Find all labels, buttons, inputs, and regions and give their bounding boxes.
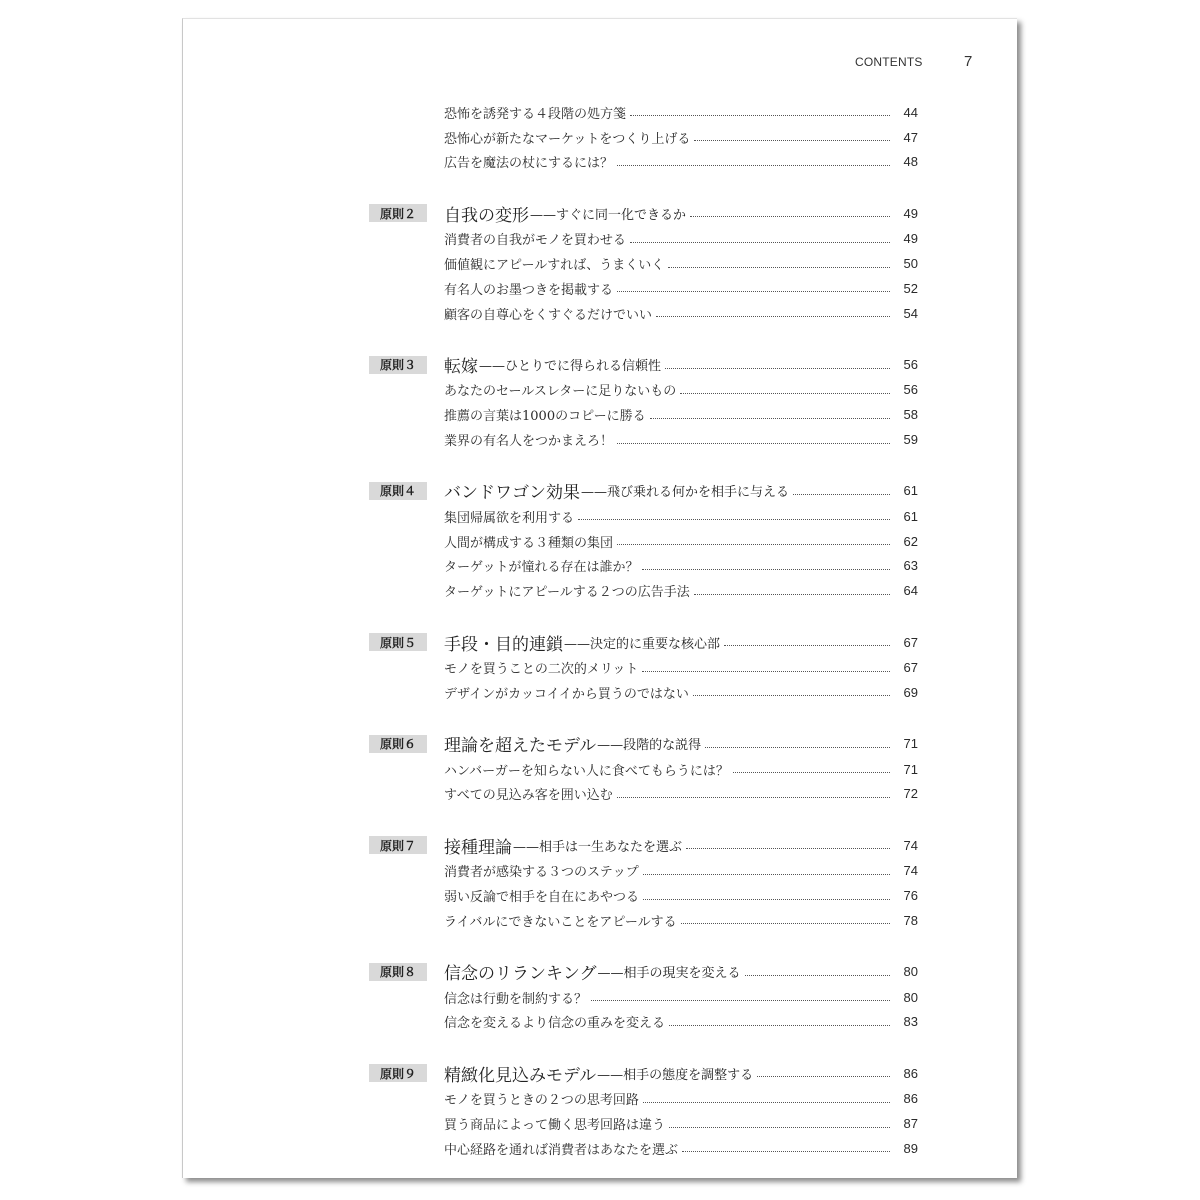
- entry-page-number: 47: [903, 129, 918, 145]
- toc-entry[interactable]: [183, 1111, 918, 1136]
- entry-title: 恐怖心が新たなマーケットをつくり上げる: [444, 131, 691, 147]
- principle-badge: 原則５: [369, 633, 427, 651]
- dot-leader: [705, 746, 890, 748]
- dot-leader: [591, 999, 890, 1001]
- chapter-heading[interactable]: [183, 200, 918, 226]
- entry-page-number: 44: [903, 104, 918, 120]
- toc-entry[interactable]: [183, 378, 918, 403]
- entry-page-number: 83: [903, 1014, 918, 1030]
- entry-page-number: 62: [903, 533, 918, 549]
- dot-leader: [681, 922, 890, 924]
- chapter-heading[interactable]: [183, 478, 918, 504]
- principle-badge: 原則４: [369, 482, 427, 500]
- entry-title: ライバルにできないことをアピールする: [444, 914, 677, 930]
- chapter-page-number: 56: [903, 357, 918, 373]
- chapter-heading[interactable]: [183, 959, 918, 985]
- entry-page-number: 61: [903, 508, 918, 524]
- chapter-page-number: 71: [903, 736, 918, 752]
- dot-leader: [682, 1150, 890, 1152]
- dot-leader: [643, 898, 890, 900]
- entry-title: 推薦の言葉は1000のコピーに勝る: [444, 409, 646, 425]
- entry-page-number: 74: [903, 863, 918, 879]
- entry-title: 買う商品によって働く思考回路は違う: [444, 1118, 666, 1134]
- chapter-page-number: 49: [903, 205, 918, 221]
- chapter-subtitle: ——相手は一生あなたを選ぶ: [513, 839, 683, 855]
- chapter-page-number: 61: [903, 483, 918, 499]
- entry-page-number: 69: [903, 684, 918, 700]
- toc-entry[interactable]: [183, 782, 918, 807]
- dot-leader: [578, 518, 890, 520]
- chapter-subtitle: ——ひとりでに得られる信頼性: [479, 359, 662, 375]
- toc-section: [183, 731, 1017, 807]
- principle-badge: 原則２: [369, 204, 427, 222]
- dot-leader: [690, 215, 890, 217]
- entry-page-number: 54: [903, 305, 918, 321]
- toc-entry[interactable]: [183, 276, 918, 301]
- toc-entry[interactable]: [183, 858, 918, 883]
- entry-page-number: 80: [903, 989, 918, 1005]
- chapter-subtitle: ——相手の現実を変える: [597, 966, 741, 982]
- toc-entry[interactable]: [183, 1136, 918, 1161]
- dot-leader: [642, 568, 890, 570]
- entry-page-number: 64: [903, 583, 918, 599]
- dot-leader: [757, 1075, 890, 1077]
- dot-leader: [733, 771, 890, 773]
- dot-leader: [617, 442, 890, 444]
- dot-leader: [630, 114, 890, 116]
- entry-page-number: 89: [903, 1140, 918, 1156]
- entry-page-number: 63: [903, 558, 918, 574]
- dot-leader: [643, 1101, 890, 1103]
- toc-entry[interactable]: [183, 427, 918, 452]
- dot-leader: [793, 493, 890, 495]
- principle-badge: 原則９: [369, 1064, 427, 1082]
- toc-entry[interactable]: [183, 150, 918, 175]
- toc-section: [183, 352, 1017, 452]
- toc-entry[interactable]: [183, 301, 918, 326]
- chapter-subtitle: ——すぐに同一化できるか: [530, 207, 687, 223]
- entry-page-number: 58: [903, 407, 918, 423]
- chapter-title: 理論を超えたモデル: [444, 736, 597, 757]
- entry-page-number: 72: [903, 786, 918, 802]
- entry-title: 業界の有名人をつかまえろ！: [444, 434, 614, 450]
- chapter-subtitle: ——段階的な説得: [597, 738, 702, 754]
- book-page: [182, 18, 1017, 1178]
- dot-leader: [680, 392, 890, 394]
- dot-leader: [669, 1024, 890, 1026]
- toc-section: [183, 959, 1017, 1035]
- table-of-contents: [183, 100, 1017, 1187]
- dot-leader: [693, 694, 890, 696]
- entry-page-number: 48: [903, 154, 918, 170]
- principle-badge: 原則７: [369, 836, 427, 854]
- entry-page-number: 78: [903, 912, 918, 928]
- entry-page-number: 76: [903, 888, 918, 904]
- dot-leader: [650, 417, 890, 419]
- chapter-page-number: 80: [903, 964, 918, 980]
- dot-leader: [668, 266, 890, 268]
- dot-leader: [694, 593, 890, 595]
- toc-entry[interactable]: [183, 251, 918, 276]
- chapter-title: 自我の変形: [444, 205, 529, 226]
- chapter-page-number: 67: [903, 634, 918, 650]
- entry-page-number: 86: [903, 1091, 918, 1107]
- entry-title: 広告を魔法の杖にするには？: [444, 156, 614, 172]
- entry-title: 中心経路を通れば消費者はあなたを選ぶ: [444, 1142, 679, 1158]
- toc-entry[interactable]: [183, 908, 918, 933]
- dot-leader: [630, 241, 890, 243]
- toc-entry[interactable]: [183, 554, 918, 579]
- entry-title: 信念を変えるより信念の重みを変える: [444, 1016, 666, 1032]
- dot-leader: [642, 670, 890, 672]
- entry-title: 人間が構成する３種類の集団: [444, 535, 614, 551]
- entry-title: ターゲットにアピールする２つの広告手法: [444, 585, 690, 601]
- dot-leader: [694, 139, 890, 141]
- chapter-heading[interactable]: [183, 832, 918, 858]
- toc-section: [183, 1060, 1017, 1160]
- chapter-title: バンドワゴン効果: [444, 483, 580, 504]
- principle-badge: 原則６: [369, 735, 427, 753]
- entry-title: デザインがカッコイイから買うのではない: [444, 686, 689, 702]
- toc-entry[interactable]: [183, 504, 918, 529]
- entry-page-number: 59: [903, 432, 918, 448]
- entry-title: 消費者の自我がモノを買わせる: [444, 233, 626, 249]
- chapter-title: 接種理論: [444, 837, 512, 858]
- running-head-title: CONTENTS: [855, 55, 923, 69]
- chapter-title: 手段・目的連鎖: [444, 634, 563, 655]
- chapter-heading[interactable]: [183, 1060, 918, 1086]
- dot-leader: [617, 290, 890, 292]
- entry-title: 弱い反論で相手を自在にあやつる: [444, 890, 640, 906]
- toc-entry[interactable]: [183, 226, 918, 251]
- chapter-subtitle: ——決定的に重要な核心部: [564, 636, 721, 652]
- entry-page-number: 87: [903, 1116, 918, 1132]
- entry-page-number: 56: [903, 382, 918, 398]
- chapter-subtitle: ——相手の態度を調整する: [597, 1067, 754, 1083]
- toc-entry[interactable]: [183, 1010, 918, 1035]
- toc-entry[interactable]: [183, 100, 918, 125]
- entry-title: 顧客の自尊心をくすぐるだけでいい: [444, 307, 653, 323]
- entry-title: モノを買うときの２つの思考回路: [444, 1093, 639, 1109]
- dot-leader: [724, 644, 890, 646]
- entry-title: 有名人のお墨つきを掲載する: [444, 282, 614, 298]
- dot-leader: [686, 847, 890, 849]
- toc-entry[interactable]: [183, 125, 918, 150]
- chapter-title: 精緻化見込みモデル: [444, 1065, 597, 1086]
- entry-page-number: 67: [903, 660, 918, 676]
- entry-title: モノを買うことの二次的メリット: [444, 662, 639, 678]
- toc-entry[interactable]: [183, 402, 918, 427]
- entry-page-number: 50: [903, 256, 918, 272]
- toc-section: [183, 629, 1017, 705]
- toc-entry[interactable]: [183, 985, 918, 1010]
- entry-title: 集団帰属欲を利用する: [444, 510, 575, 526]
- entry-page-number: 52: [903, 280, 918, 296]
- toc-entry[interactable]: [183, 1086, 918, 1111]
- entry-title: ハンバーガーを知らない人に食べてもらうには？: [444, 763, 729, 779]
- principle-badge: 原則８: [369, 963, 427, 981]
- chapter-heading[interactable]: [183, 629, 918, 655]
- toc-entry[interactable]: [183, 680, 918, 705]
- running-head: [183, 55, 1017, 75]
- dot-leader: [617, 164, 890, 166]
- toc-entry[interactable]: [183, 578, 918, 603]
- dot-leader: [665, 367, 890, 369]
- dot-leader: [745, 974, 890, 976]
- entry-title: あなたのセールスレターに足りないもの: [444, 384, 677, 400]
- dot-leader: [669, 1126, 890, 1128]
- entry-page-number: 71: [903, 761, 918, 777]
- chapter-heading[interactable]: [183, 731, 918, 757]
- toc-entry[interactable]: [183, 757, 918, 782]
- toc-entry[interactable]: [183, 883, 918, 908]
- toc-section: [183, 478, 1017, 603]
- chapter-page-number: 74: [903, 837, 918, 853]
- entry-title: すべての見込み客を囲い込む: [444, 788, 613, 804]
- principle-badge: 原則３: [369, 356, 427, 374]
- dot-leader: [617, 543, 890, 545]
- entry-title: 信念は行動を制約する？: [444, 991, 588, 1007]
- toc-section: [183, 832, 1017, 932]
- dot-leader: [656, 315, 890, 317]
- page-number: 7: [964, 53, 973, 70]
- dot-leader: [643, 873, 890, 875]
- entry-title: 消費者が感染する３つのステップ: [444, 865, 639, 881]
- chapter-subtitle: ——飛び乗れる何かを相手に与える: [581, 485, 790, 501]
- dot-leader: [617, 796, 890, 798]
- toc-entry[interactable]: [183, 655, 918, 680]
- entry-title: ターゲットが憧れる存在は誰か？: [444, 560, 639, 576]
- toc-section: [183, 100, 1017, 174]
- chapter-title: 信念のリランキング: [444, 964, 597, 985]
- entry-title: 恐怖を誘発する４段階の処方箋: [444, 106, 627, 122]
- entry-title: 価値観にアピールすれば、うまくいく: [444, 258, 665, 274]
- entry-page-number: 49: [903, 231, 918, 247]
- chapter-heading[interactable]: [183, 352, 918, 378]
- toc-entry[interactable]: [183, 529, 918, 554]
- toc-section: [183, 200, 1017, 325]
- chapter-title: 転嫁: [444, 357, 478, 378]
- chapter-page-number: 86: [903, 1065, 918, 1081]
